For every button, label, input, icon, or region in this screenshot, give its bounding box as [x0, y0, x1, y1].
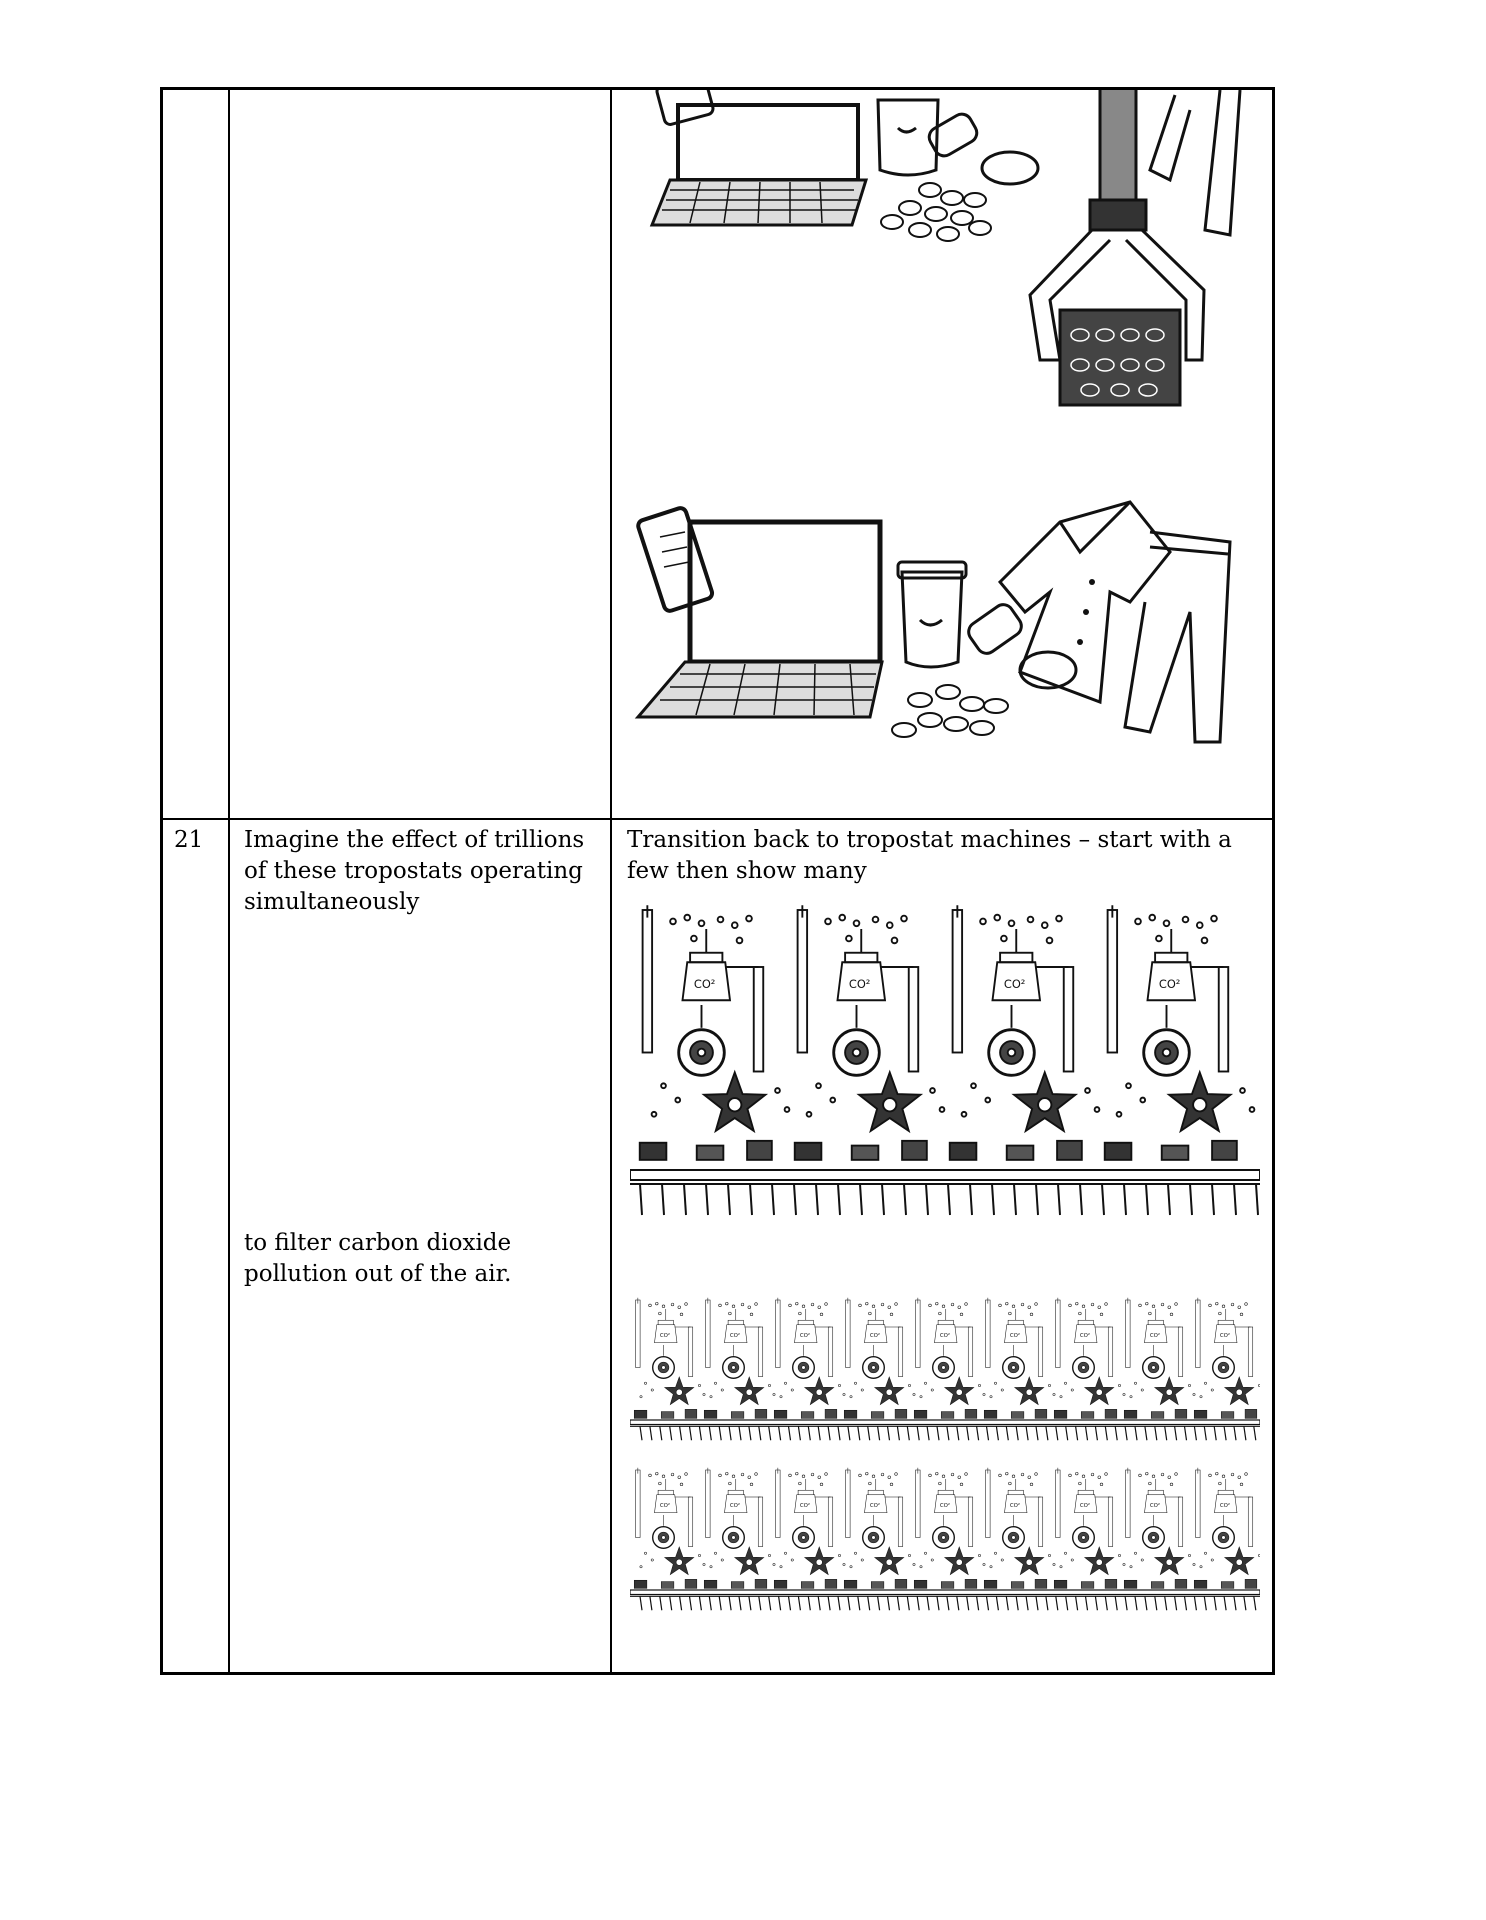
svg-text:CO²: CO²: [1219, 1332, 1231, 1339]
visual-notes-text: Transition back to tropostat machines – start with a few then show many: [627, 827, 1232, 884]
svg-text:CO²: CO²: [799, 1502, 811, 1509]
svg-text:CO²: CO²: [1158, 976, 1181, 991]
row-divider: [160, 818, 1275, 820]
svg-text:CO²: CO²: [869, 1502, 881, 1509]
laptop-pills-clothes-sketch: [630, 492, 1260, 792]
storyboard-table: [160, 87, 1275, 1675]
svg-text:CO²: CO²: [659, 1502, 671, 1509]
svg-text:CO²: CO²: [848, 976, 871, 991]
svg-text:CO²: CO²: [1003, 976, 1026, 991]
narration-text: Imagine the effect of trillions of these tropostats operating simultaneously: [244, 827, 585, 915]
svg-text:CO²: CO²: [1079, 1502, 1091, 1509]
svg-text:CO²: CO²: [693, 976, 716, 991]
svg-text:CO²: CO²: [729, 1332, 741, 1339]
svg-text:CO²: CO²: [799, 1332, 811, 1339]
svg-text:CO²: CO²: [939, 1502, 951, 1509]
svg-text:CO²: CO²: [1149, 1502, 1161, 1509]
svg-text:CO²: CO²: [659, 1332, 671, 1339]
svg-text:CO²: CO²: [869, 1332, 881, 1339]
tropostat-many-sketch: [630, 1292, 1260, 1642]
svg-text:CO²: CO²: [1149, 1332, 1161, 1339]
table-border-right: [1272, 87, 1275, 1675]
row-number: 21: [174, 827, 204, 853]
svg-text:CO²: CO²: [939, 1332, 951, 1339]
svg-text:CO²: CO²: [1079, 1332, 1091, 1339]
table-border-left: [160, 87, 163, 1675]
column-divider-number: [228, 87, 230, 1675]
table-border-bottom: [160, 1672, 1275, 1675]
tropostat-few-sketch: [630, 900, 1260, 1245]
laptop-pills-claw-sketch: [630, 90, 1260, 420]
svg-text:CO²: CO²: [1219, 1502, 1231, 1509]
svg-text:CO²: CO²: [729, 1502, 741, 1509]
svg-text:CO²: CO²: [1009, 1502, 1021, 1509]
narration-text-continued: to filter carbon dioxide pollution out of the air.: [244, 1230, 512, 1287]
column-divider-visual: [610, 87, 612, 1675]
svg-text:CO²: CO²: [1009, 1332, 1021, 1339]
